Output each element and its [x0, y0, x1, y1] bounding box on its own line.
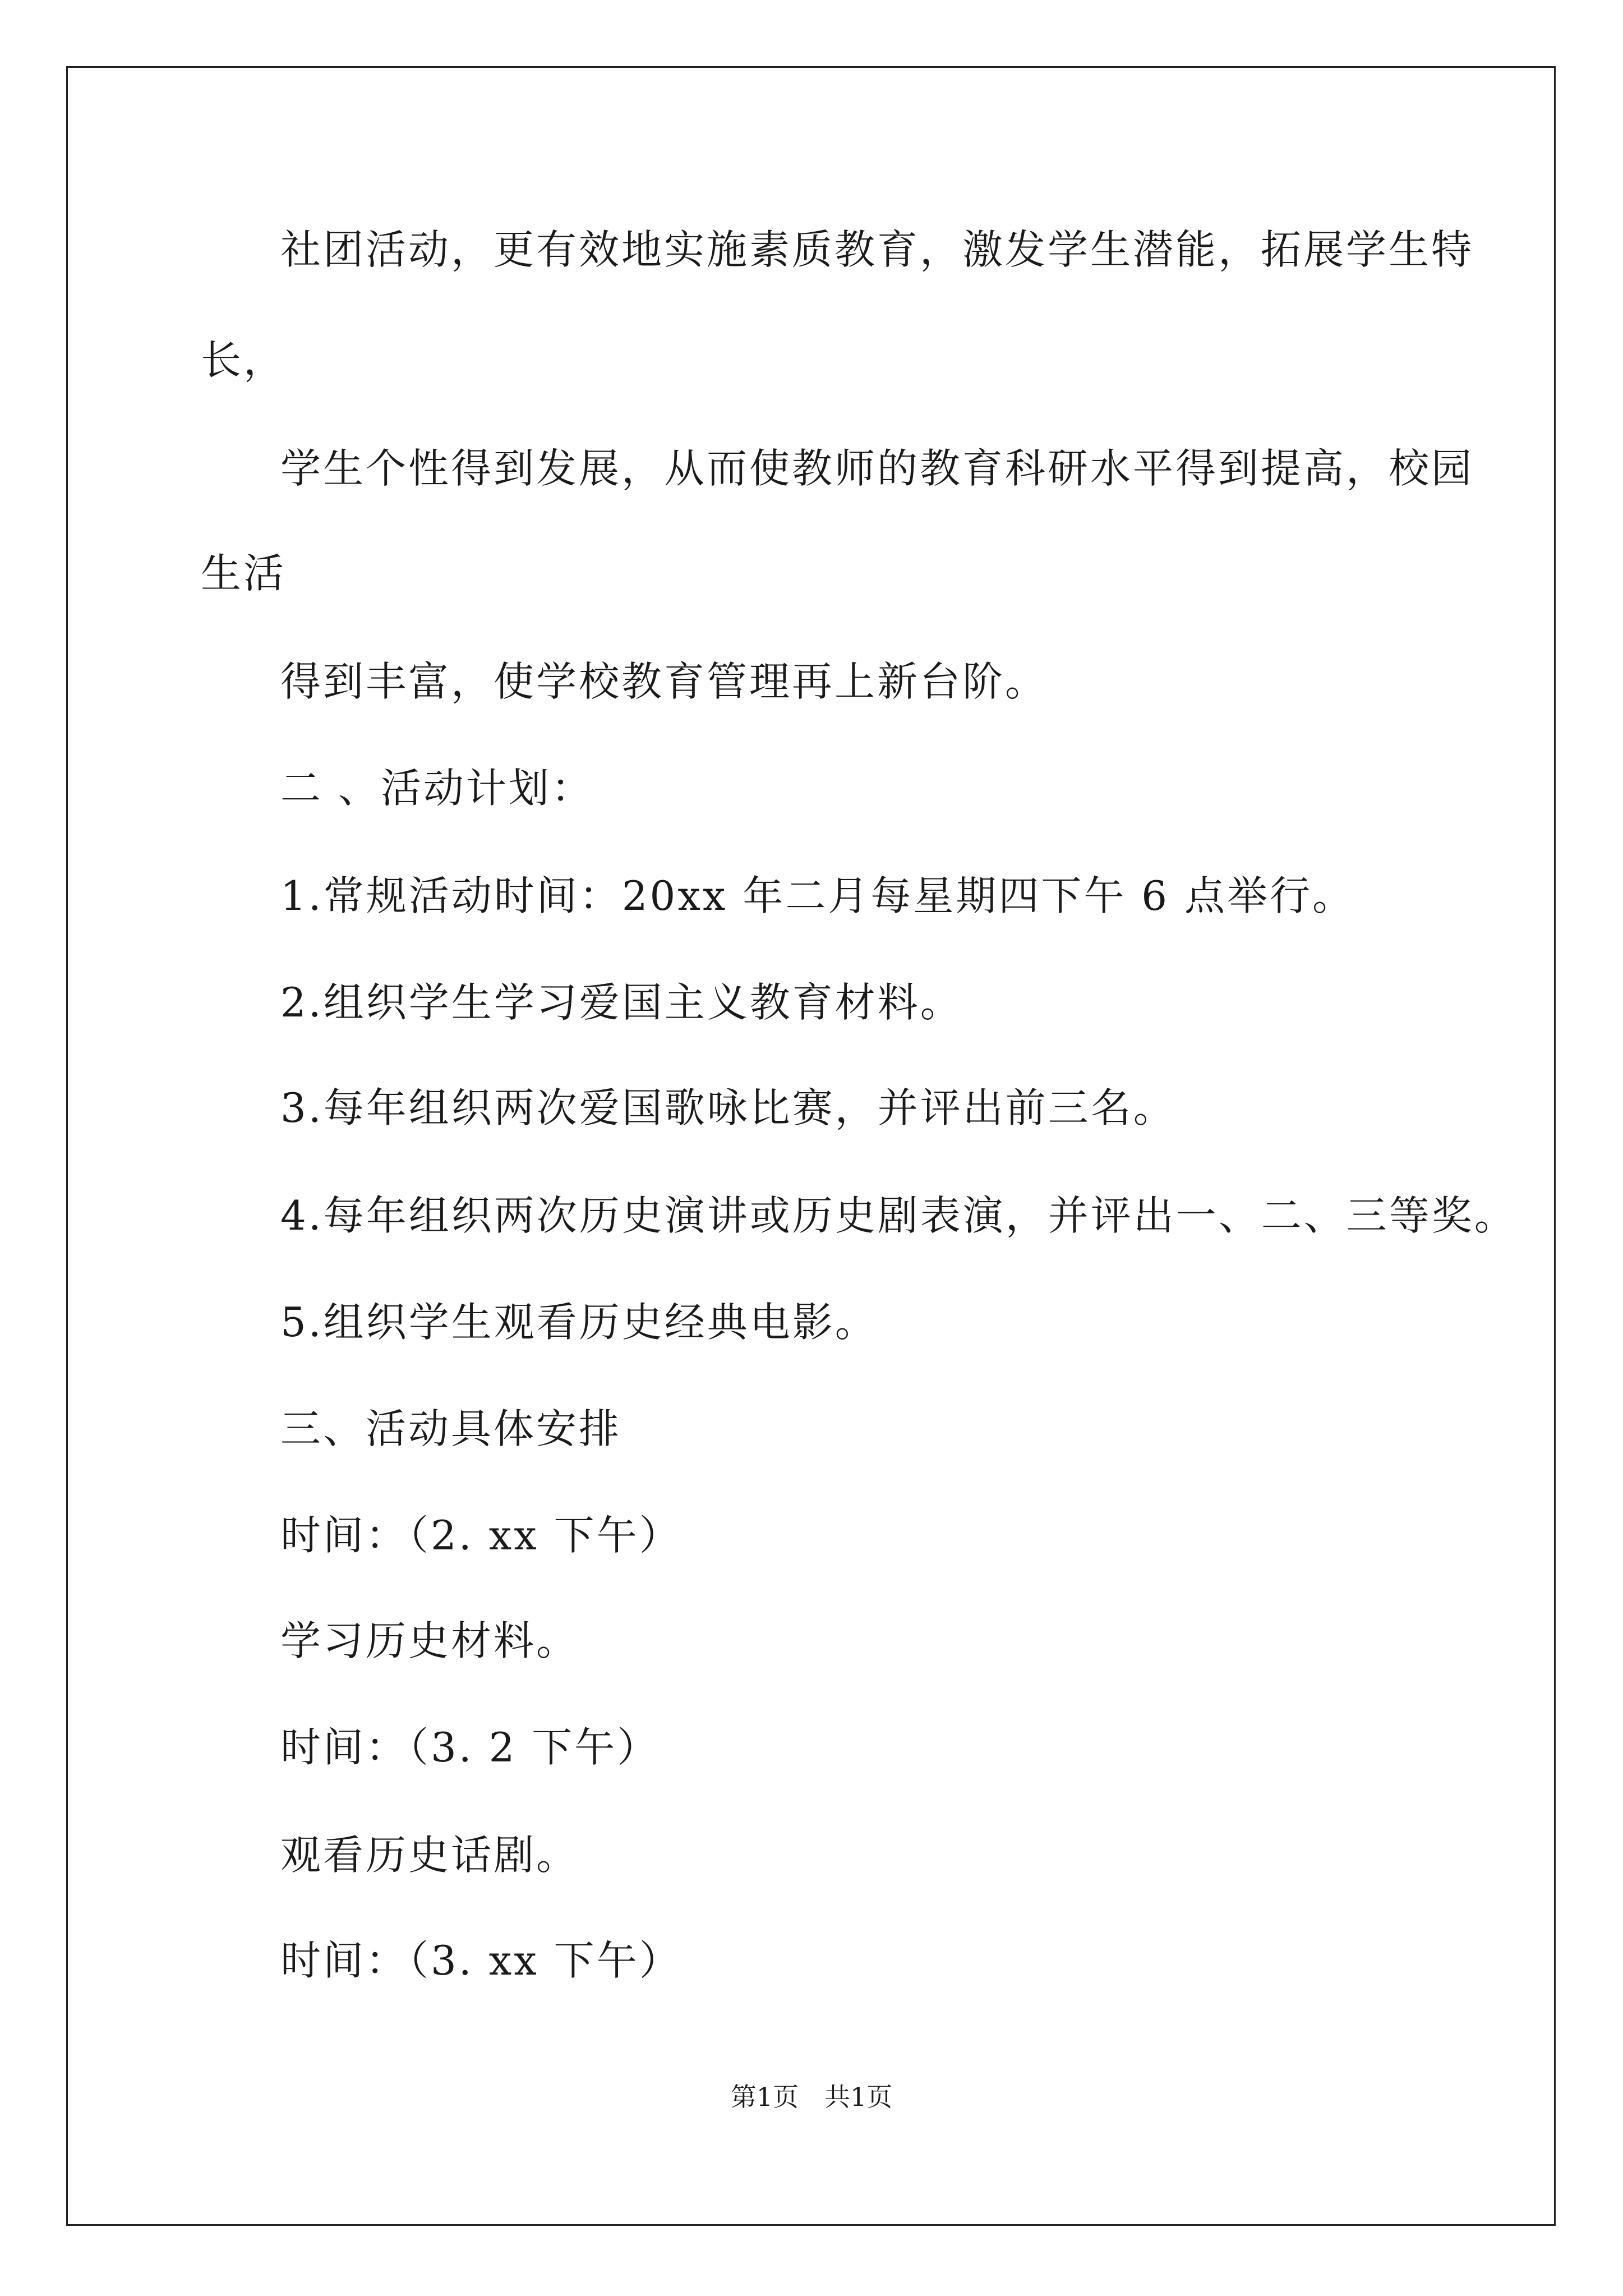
schedule-time: 时间：（3. 2 下午） — [280, 1724, 660, 1771]
schedule-time: 时间：（2. xx 下午） — [280, 1512, 682, 1559]
paragraph-line: 长， — [201, 337, 287, 384]
schedule-activity: 学习历史材料。 — [280, 1617, 579, 1664]
paragraph-line: 社团活动，更有效地实施素质教育，激发学生潜能，拓展学生特 — [280, 226, 1474, 273]
paragraph-line: 学生个性得到发展，从而使教师的教育科研水平得到提高，校园 — [280, 445, 1474, 492]
paragraph-line: 生活 — [201, 550, 287, 597]
list-item: 5.组织学生观看历史经典电影。 — [280, 1299, 878, 1346]
section-heading: 二 、活动计划： — [280, 765, 594, 812]
schedule-activity: 观看历史话剧。 — [280, 1832, 579, 1879]
list-item: 3.每年组织两次爱国歌咏比赛，并评出前三名。 — [280, 1084, 1176, 1131]
list-item: 4.每年组织两次历史演讲或历史剧表演，并评出一、二、三等奖。 — [280, 1192, 1517, 1239]
paragraph-line: 得到丰富，使学校教育管理再上新台阶。 — [280, 658, 1048, 705]
list-item: 1.常规活动时间：20xx 年二月每星期四下午 6 点举行。 — [280, 872, 1355, 919]
page-border — [66, 66, 1556, 2226]
list-item: 2.组织学生学习爱国主义教育材料。 — [280, 979, 963, 1026]
schedule-time: 时间：（3. xx 下午） — [280, 1937, 682, 1984]
section-heading: 三、活动具体安排 — [280, 1405, 622, 1452]
page-number-footer: 第1页 共1页 — [730, 2082, 893, 2112]
